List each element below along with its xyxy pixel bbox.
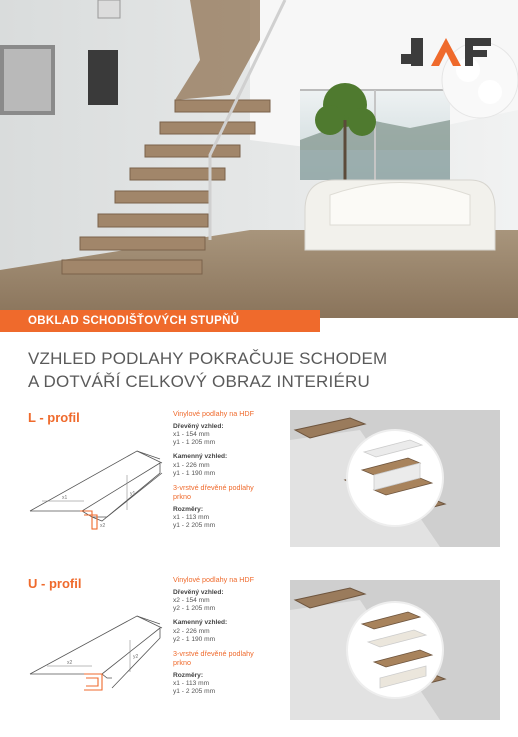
u-label-y2: y2 [133, 654, 139, 660]
l-layer-title-1: 3-vrstvé dřevěné podlahy [173, 483, 254, 493]
l-vinyl-title: Vinylové podlahy na HDF [173, 409, 254, 418]
headline-line-2: A DOTVÁŘÍ CELKOVÝ OBRAZ INTERIÉRU [28, 372, 370, 391]
u-wood-y: y2 - 1 205 mm [173, 605, 216, 613]
l-wood-x: x1 - 154 mm [173, 431, 210, 438]
u-wood-title: Dřevěný vzhled: [173, 588, 224, 596]
l-layer-title-2: prkno [173, 491, 191, 501]
l-profile-specs [173, 410, 285, 530]
u-profile-specs [173, 576, 285, 696]
headline [28, 347, 488, 393]
u-vinyl-title: Vinylové podlahy na HDF [173, 575, 254, 584]
u-stone-x: x2 - 226 mm [173, 627, 210, 635]
l-profile-diagram [22, 445, 172, 535]
l-stone-title: Kamenný vzhled: [173, 453, 228, 461]
l-label-x2: x2 [100, 523, 106, 529]
u-layer-title-1: 3-vrstvé dřevěné podlahy [173, 649, 254, 659]
u-dims-y: y1 - 2 205 mm [173, 688, 216, 696]
u-profile-title: U - profil [28, 576, 82, 591]
u-layer-title-2: prkno [173, 657, 191, 667]
l-stone-x: x1 - 226 mm [173, 461, 210, 469]
banner-title: OBKLAD SCHODIŠŤOVÝCH STUPŇŮ [28, 315, 240, 327]
u-wood-x: x2 - 154 mm [173, 597, 210, 604]
l-dims-y: y1 - 2 205 mm [173, 522, 216, 530]
u-dims-title: Rozměry: [173, 671, 204, 679]
u-stone-title: Kamenný vzhled: [173, 619, 228, 627]
section-banner [0, 310, 320, 332]
u-dims-x: x1 - 113 mm [173, 679, 210, 687]
l-dims-title: Rozměry: [173, 505, 204, 513]
brand-logo [401, 34, 496, 78]
u-label-x2: x2 [67, 660, 73, 666]
u-profile-photo [290, 580, 500, 720]
l-stone-y: y1 - 1 190 mm [173, 469, 216, 477]
l-wood-y: y1 - 1 205 mm [173, 439, 216, 447]
l-label-x1: x1 [62, 495, 68, 501]
l-label-y1: y1 [130, 491, 136, 497]
l-profile-photo [290, 410, 500, 547]
u-stone-y: y2 - 1 190 mm [173, 635, 216, 643]
u-profile-diagram [22, 610, 172, 700]
headline-line-1: VZHLED PODLAHY POKRAČUJE SCHODEM [28, 349, 388, 368]
l-profile-title: L - profil [28, 410, 80, 425]
l-dims-x: x1 - 113 mm [173, 513, 210, 521]
l-wood-title: Dřevěný vzhled: [173, 422, 224, 430]
